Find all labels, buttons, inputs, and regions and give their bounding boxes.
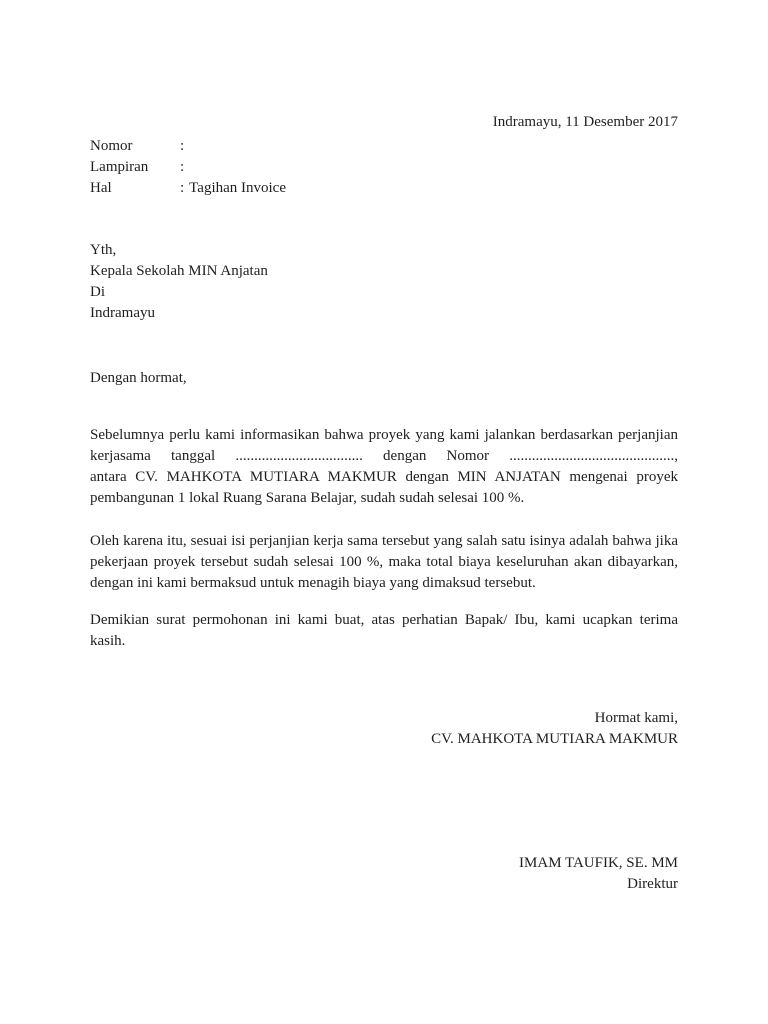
- body-line: Sebelumnya perlu kami informasikan bahwa proyek yang kami jalankan berdasarkan perjanjian: [90, 427, 678, 443]
- meta-label: Nomor: [90, 138, 133, 154]
- closing-salutation: Hormat kami,: [594, 710, 678, 726]
- body-line: kasih.: [90, 633, 126, 649]
- body-paragraph: [90, 425, 678, 509]
- meta-separator: :: [180, 180, 185, 196]
- body-paragraph: [90, 610, 678, 652]
- meta-separator: :: [180, 138, 185, 154]
- meta-label: Lampiran: [90, 159, 149, 175]
- meta-block: [90, 136, 678, 199]
- body-paragraph: [90, 531, 678, 594]
- body-line: pekerjaan proyek tersebut sudah selesai 100 %, maka total biaya keseluruhan akan dibayarkan,: [90, 554, 678, 570]
- meta-value: Tagihan Invoice: [189, 180, 286, 196]
- recipient-line: Indramayu: [90, 305, 155, 321]
- meta-row-lampiran: [90, 157, 678, 178]
- meta-label: Hal: [90, 180, 112, 196]
- signatory-name: IMAM TAUFIK, SE. MM: [519, 855, 678, 871]
- recipient-line: Yth,: [90, 242, 117, 258]
- recipient-line: Kepala Sekolah MIN Anjatan: [90, 263, 268, 279]
- closing-block: [90, 708, 678, 750]
- meta-row-hal: [90, 178, 678, 199]
- recipient-line: Di: [90, 284, 105, 300]
- signatory-title: Direktur: [627, 876, 678, 892]
- body-line: Demikian surat permohonan ini kami buat, atas perhatian Bapak/ Ibu, kami ucapkan terima: [90, 612, 678, 628]
- body-line: pembangunan 1 lokal Ruang Sarana Belajar, sudah sudah selesai 100 %.: [90, 490, 525, 506]
- body-line: dengan ini kami bermaksud untuk menagih biaya yang dimaksud tersebut.: [90, 575, 536, 591]
- body-line: antara CV. MAHKOTA MUTIARA MAKMUR dengan MIN ANJATAN mengenai proyek: [90, 469, 678, 485]
- meta-separator: :: [180, 159, 185, 175]
- body-line: Oleh karena itu, sesuai isi perjanjian kerja sama tersebut yang salah satu isinya adalah bahwa jika: [90, 533, 678, 549]
- recipient-block: [90, 240, 678, 324]
- body-line: kerjasama tanggal .................................. dengan Nomor ............................................,: [90, 448, 678, 464]
- signature-block: [90, 853, 678, 895]
- opening-salutation: Dengan hormat,: [90, 370, 187, 386]
- company-name: CV. MAHKOTA MUTIARA MAKMUR: [431, 731, 678, 747]
- meta-row-nomor: [90, 136, 678, 157]
- date-line: Indramayu, 11 Desember 2017: [492, 114, 678, 130]
